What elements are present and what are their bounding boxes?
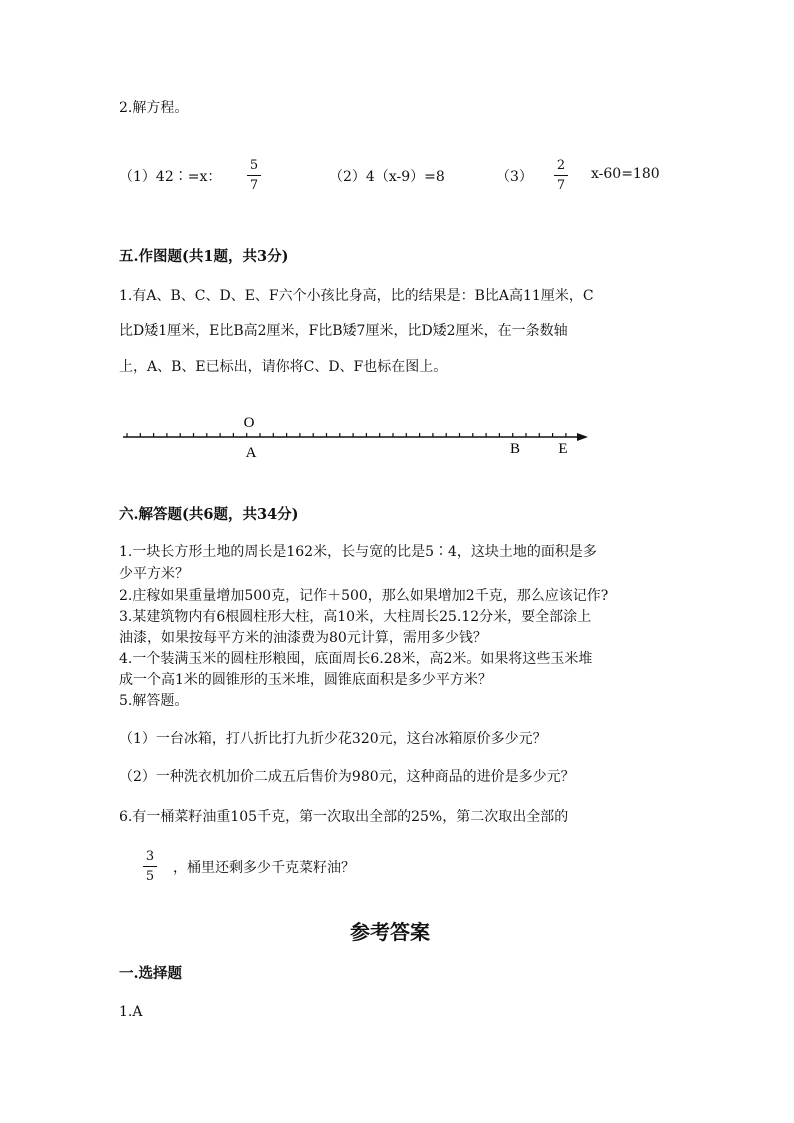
q2-title: 2.解方程。 — [119, 100, 189, 116]
section-6-heading: 六.解答题(共6题，共34分) — [119, 506, 299, 523]
q6-1-line-2: 少平方米？ — [119, 566, 189, 582]
point-label-b: B — [509, 441, 521, 457]
fraction-bar — [143, 866, 157, 867]
fraction-numerator: 2 — [556, 158, 566, 173]
fraction-denominator: 7 — [249, 178, 259, 193]
q6-5-part-1: （1）一台冰箱，打八折比打九折少花320元，这台冰箱原价多少元？ — [119, 731, 547, 747]
q6-3-line-2: 油漆，如果按每平方米的油漆费为80元计算，需用多少钱？ — [119, 630, 487, 646]
equation-1-fraction — [244, 159, 264, 193]
answers-sub-heading: 一.选择题 — [119, 965, 183, 982]
q6-2: 2.庄稼如果重量增加500克，记作＋500，那么如果增加2千克，那么应该记作? — [119, 588, 609, 604]
q6-1-line-1: 1.一块长方形土地的周长是162米，长与宽的比是5∶4，这块土地的面积是多 — [119, 544, 597, 560]
q6-5: 5.解答题。 — [119, 693, 189, 709]
equation-3-fraction — [551, 159, 571, 193]
answer-1: 1.A — [119, 1004, 143, 1020]
answers-title: 参考答案 — [350, 920, 430, 944]
q6-5-part-2: （2）一种洗衣机加价二成五后售价为980元，这种商品的进价是多少元？ — [119, 769, 575, 785]
equation-3-prefix: （3） — [496, 169, 533, 185]
section-5-problem-line-3: 上，A、B、E已标出，请你将C、D、F也标在图上。 — [119, 359, 448, 375]
section-5-problem-line-2: 比D矮1厘米，E比B高2厘米，F比B矮7厘米，比D矮2厘米，在一条数轴 — [119, 323, 568, 339]
equation-3-suffix: x-60=180 — [591, 166, 660, 182]
point-label-e: E — [558, 441, 568, 457]
q6-4-line-1: 4.一个装满玉米的圆柱形粮囤，底面周长6.28米，高2米。如果将这些玉米堆 — [119, 651, 593, 667]
equation-1-prefix: （1）42∶=x： — [119, 169, 222, 185]
fraction-numerator: 5 — [249, 158, 259, 173]
section-5-problem-line-1: 1.有A、B、C、D、E、F六个小孩比身高，比的结果是：B比A高11厘米，C — [119, 288, 594, 304]
fraction-denominator: 7 — [556, 178, 566, 193]
q6-6-suffix: ，桶里还剩多少千克菜籽油？ — [173, 860, 355, 876]
fraction-bar — [247, 175, 261, 176]
origin-label: O — [243, 415, 255, 431]
number-line — [0, 410, 794, 470]
axis-arrow-icon — [577, 433, 588, 441]
q6-6-fraction — [140, 850, 160, 884]
fraction-numerator: 3 — [145, 849, 155, 864]
q6-6-line-1: 6.有一桶菜籽油重105千克，第一次取出全部的25%，第二次取出全部的 — [119, 809, 569, 825]
point-label-a: A — [245, 445, 257, 461]
fraction-bar — [554, 175, 568, 176]
q6-3-line-1: 3.某建筑物内有6根圆柱形大柱，高10米，大柱周长25.12分米，要全部涂上 — [119, 609, 592, 625]
q6-4-line-2: 成一个高1米的圆锥形的玉米堆，圆锥底面积是多少平方米？ — [119, 672, 492, 688]
section-5-heading: 五.作图题(共1题，共3分) — [119, 248, 289, 265]
fraction-denominator: 5 — [145, 869, 155, 884]
equation-2: （2）4（x-9）=8 — [329, 169, 445, 185]
